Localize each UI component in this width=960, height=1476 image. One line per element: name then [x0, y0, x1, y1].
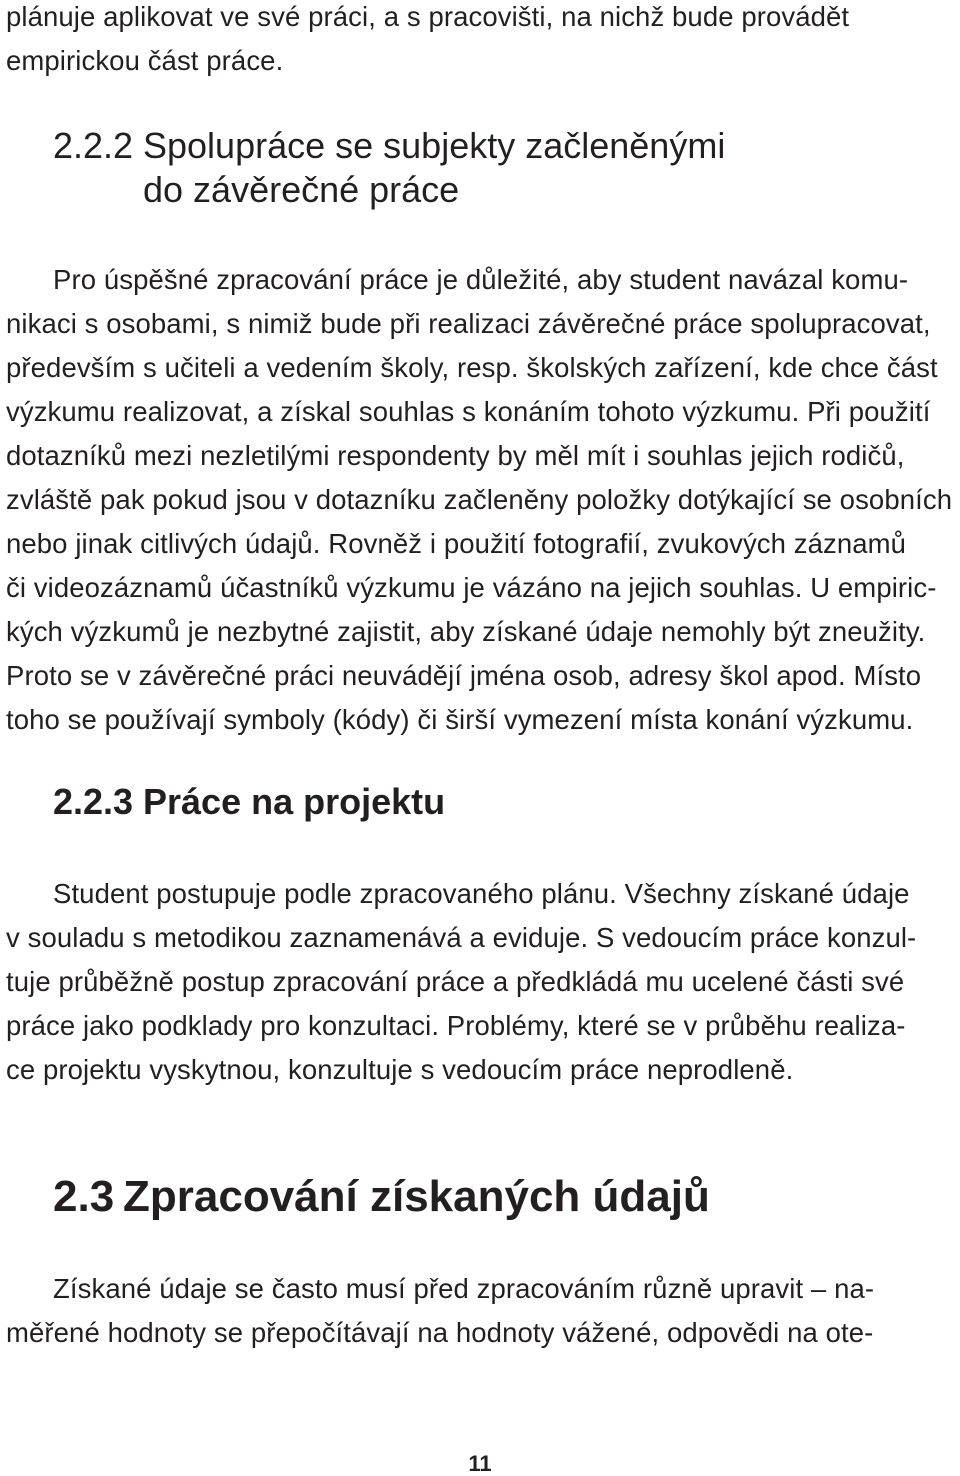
paragraph-line: práce jako podklady pro konzultaci. Problémy, které se v průběhu realiza-	[6, 1010, 906, 1041]
paragraph-line: nebo jinak citlivých údajů. Rovněž i použití fotografií, zvukových záznamů	[6, 528, 907, 559]
paragraph-line: nikaci s osobami, s nimiž bude při realizaci závěrečné práce spolupracovat,	[6, 308, 931, 339]
paragraph-line: tuje průběžně postup zpracování práce a předkládá mu ucelené části své	[6, 966, 905, 997]
section-number: 2.2.2	[53, 125, 134, 166]
section-2-2-2-heading	[53, 124, 725, 168]
section-number: 2.2.3	[53, 781, 134, 822]
paragraph-line: dotazníků mezi nezletilými respondenty by měl mít i souhlas jejich rodičů,	[6, 440, 905, 471]
intro-line-2: empirickou část práce.	[6, 45, 284, 76]
section-number: 2.3	[53, 1172, 115, 1221]
section-title: Práce na projektu	[143, 781, 446, 822]
intro-line-1: plánuje aplikovat ve své práci, a s pracovišti, na nichž bude provádět	[6, 1, 850, 32]
section-title: Zpracování získaných údajů	[123, 1172, 710, 1221]
paragraph-line: v souladu s metodikou zaznamenává a eviduje. S vedoucím práce konzul-	[6, 922, 917, 953]
section-title-line-1: Spolupráce se subjekty začleněnými	[143, 125, 726, 166]
paragraph-line: především s učiteli a vedením školy, resp. školských zařízení, kde chce část	[6, 352, 938, 383]
section-2-2-3-heading	[53, 780, 445, 824]
paragraph-line: měřené hodnoty se přepočítávají na hodnoty vážené, odpovědi na ote-	[6, 1317, 874, 1348]
paragraph-line: Získané údaje se často musí před zpracováním různě upravit – na-	[53, 1273, 875, 1304]
section-2-2-2-heading-line-2: do závěrečné práce	[143, 169, 460, 210]
paragraph-line: toho se používají symboly (kódy) či širší vymezení místa konání výzkumu.	[6, 704, 914, 735]
section-2-3-heading	[53, 1172, 710, 1222]
paragraph-line: Student postupuje podle zpracovaného plánu. Všechny získané údaje	[53, 878, 910, 909]
paragraph-line: výzkumu realizovat, a získal souhlas s konáním tohoto výzkumu. Při použití	[6, 396, 931, 427]
paragraph-line: zvláště pak pokud jsou v dotazníku začleněny položky dotýkající se osobních	[6, 484, 953, 515]
paragraph-line: Pro úspěšné zpracování práce je důležité, aby student navázal komu-	[53, 264, 909, 295]
paragraph-line: kých výzkumů je nezbytné zajistit, aby získané údaje nemohly být zneužity.	[6, 616, 926, 647]
paragraph-line: Proto se v závěrečné práci neuvádějí jména osob, adresy škol apod. Místo	[6, 660, 922, 691]
paragraph-line: ce projektu vyskytnou, konzultuje s vedoucím práce neprodleně.	[6, 1054, 794, 1085]
page-number: 11	[468, 1451, 492, 1476]
paragraph-line: či videozáznamů účastníků výzkumu je vázáno na jejich souhlas. U empiric-	[6, 572, 937, 603]
